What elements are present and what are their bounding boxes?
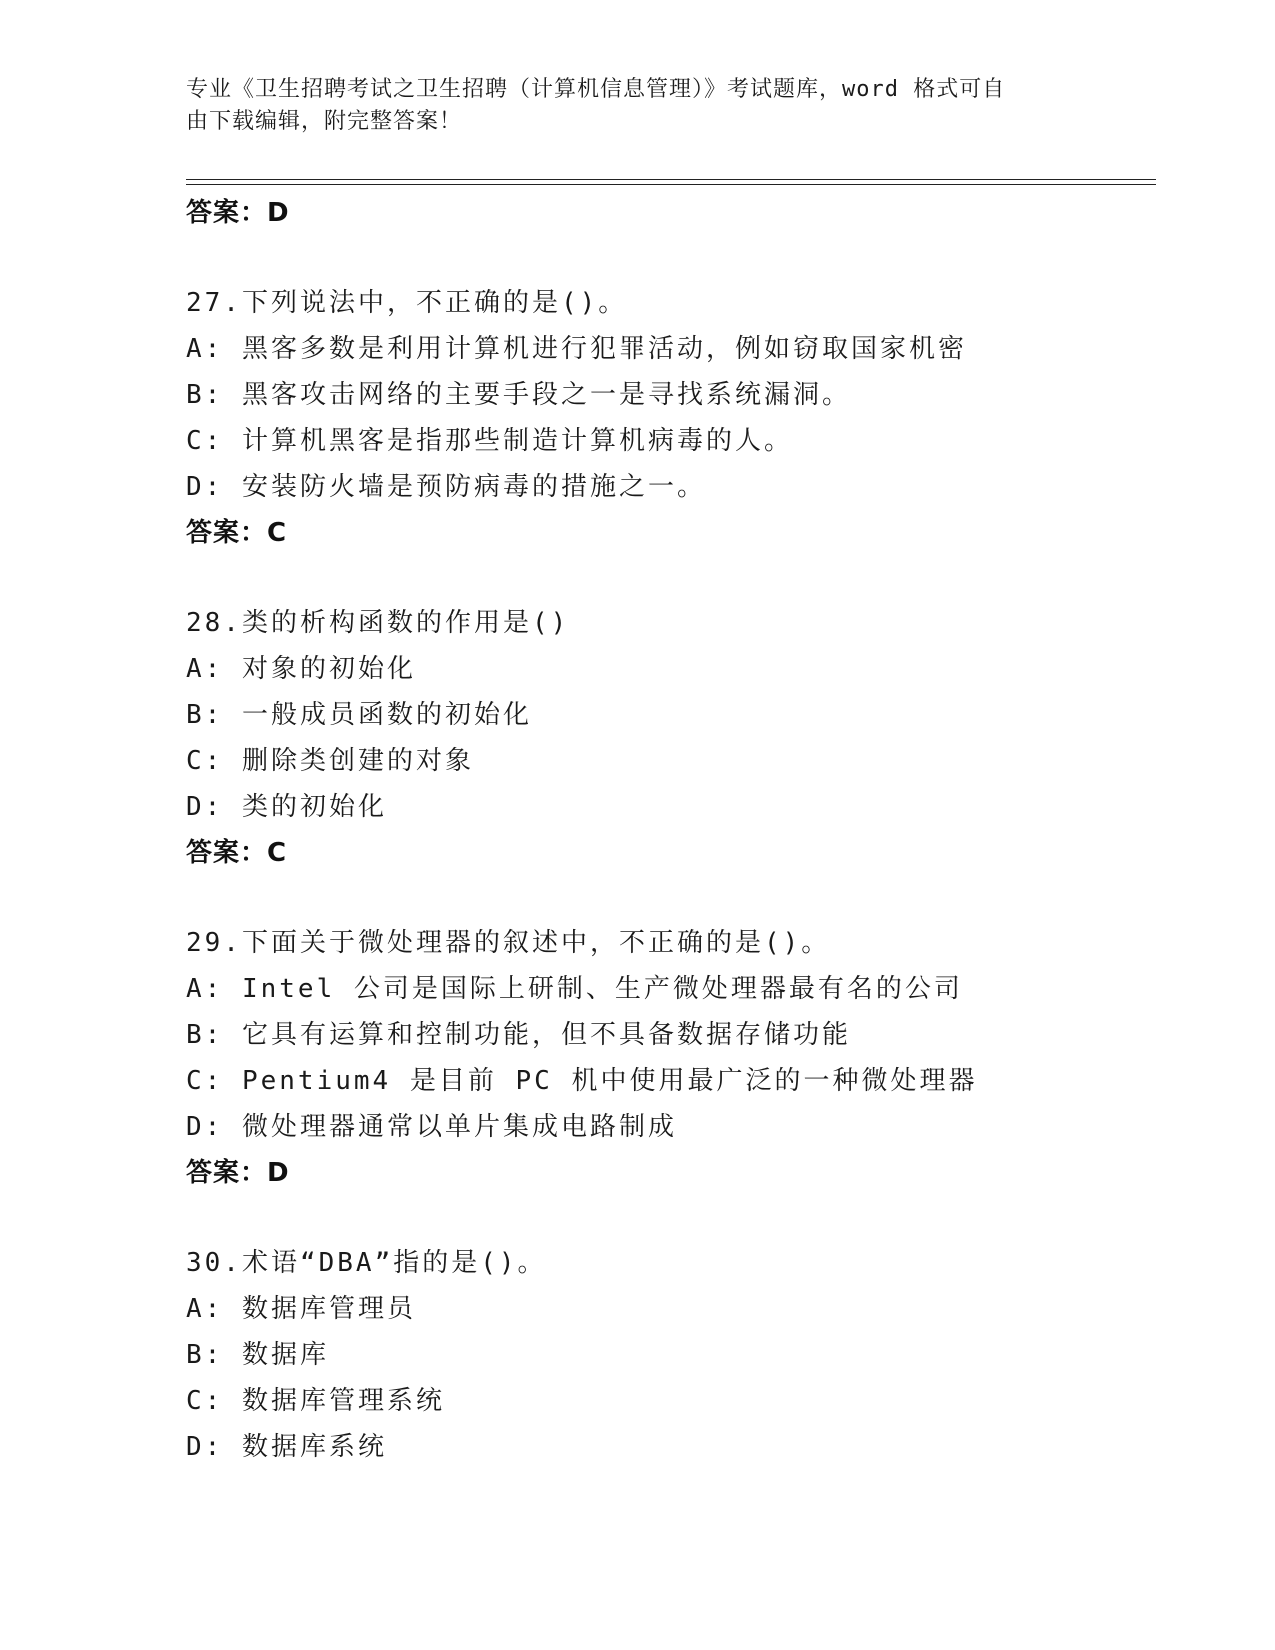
option-a: A: Intel 公司是国际上研制、生产微处理器最有名的公司 [186, 974, 963, 1004]
option-c: C: 删除类创建的对象 [186, 746, 474, 776]
answer-line: 答案：C [186, 838, 288, 868]
answer-line: 答案：C [186, 518, 288, 548]
option-b: B: 黑客攻击网络的主要手段之一是寻找系统漏洞。 [186, 380, 851, 410]
question-block [186, 920, 1166, 1196]
option-d: D: 安装防火墙是预防病毒的措施之一。 [186, 472, 706, 502]
option-a: A: 黑客多数是利用计算机进行犯罪活动，例如窃取国家机密 [186, 334, 967, 364]
option-a: A: 对象的初始化 [186, 654, 416, 684]
answer-line: 答案：D [186, 1158, 290, 1188]
question-stem: 29.下面关于微处理器的叙述中，不正确的是()。 [186, 928, 831, 958]
option-d: D: 微处理器通常以单片集成电路制成 [186, 1112, 677, 1142]
option-b: B: 数据库 [186, 1340, 329, 1370]
header-divider-bottom [186, 184, 1156, 185]
option-b: B: 一般成员函数的初始化 [186, 700, 532, 730]
option-a: A: 数据库管理员 [186, 1294, 416, 1324]
option-d: D: 类的初始化 [186, 792, 387, 822]
option-c: C: 数据库管理系统 [186, 1386, 445, 1416]
option-d: D: 数据库系统 [186, 1432, 387, 1462]
option-c: C: Pentium4 是目前 PC 机中使用最广泛的一种微处理器 [186, 1066, 978, 1096]
question-block [186, 280, 1166, 556]
header-line-2: 由下载编辑，附完整答案！ [186, 109, 463, 134]
question-stem: 27.下列说法中，不正确的是()。 [186, 288, 628, 318]
document-header [186, 74, 1066, 138]
question-block [186, 1240, 1166, 1470]
question-block [186, 600, 1166, 876]
header-line-1: 专业《卫生招聘考试之卫生招聘（计算机信息管理）》考试题库，word 格式可自 [186, 77, 1006, 102]
answer-line: 答案：D [186, 198, 290, 228]
question-content [186, 190, 1166, 1470]
option-c: C: 计算机黑客是指那些制造计算机病毒的人。 [186, 426, 793, 456]
question-stem: 30.术语“DBA”指的是()。 [186, 1248, 547, 1278]
option-b: B: 它具有运算和控制功能，但不具备数据存储功能 [186, 1020, 851, 1050]
question-stem: 28.类的析构函数的作用是() [186, 608, 570, 638]
header-divider-top [186, 179, 1156, 180]
